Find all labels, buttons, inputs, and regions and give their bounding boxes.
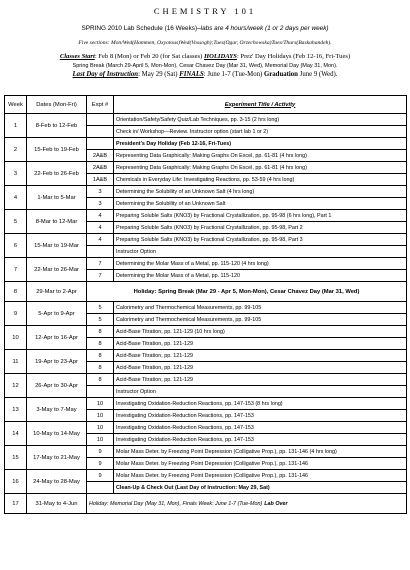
activity-cell: Acid-Base Titration, pp. 121-129 <box>114 338 407 350</box>
table-row <box>5 162 407 174</box>
week-cell: 8 <box>5 282 27 302</box>
table-row <box>5 326 407 338</box>
expt-cell: 8 <box>87 338 114 350</box>
table-row <box>5 470 407 482</box>
activity-cell: Determining the Molar Mass of a Metal, pp. 115-120 (4 hrs long) <box>114 258 407 270</box>
expt-cell: 8 <box>87 374 114 386</box>
table-row <box>5 494 407 514</box>
activity-cell: Acid-Base Titration, pp. 121-129 <box>114 362 407 374</box>
week-cell: 4 <box>5 186 27 210</box>
holidays-label: HOLIDAYS <box>203 53 237 60</box>
dates-cell: 8-Feb to 12-Feb <box>27 114 87 138</box>
expt-cell <box>87 482 114 494</box>
expt-cell: 9 <box>87 470 114 482</box>
graduation-label: Graduation <box>263 71 298 78</box>
document-title: CHEMISTRY 101 <box>153 6 257 16</box>
finals-label: FINALS <box>179 71 204 78</box>
holiday-details-line: Spring Break (March 29-April 5, Mon-Mon), Cesar Chavez Day (Mar 31, Wed), Memorial Day (May 31, Mon). <box>72 63 338 69</box>
table-row <box>5 446 407 458</box>
week-cell: 17 <box>5 494 27 514</box>
last-day-text: : May 29 (Sat) <box>138 71 178 78</box>
table-row <box>5 138 407 150</box>
activity-cell: Preparing Soluble Salts (KNO3) by Fractional Crystallization, pp. 95-98 (6 hrs long), Part 1 <box>114 210 407 222</box>
week-cell: 15 <box>5 446 27 470</box>
activity-cell: Determining the Molar Mass of a Metal, pp. 115-120 <box>114 270 407 282</box>
expt-cell: 5 <box>87 314 114 326</box>
holiday-cell: Holiday: Spring Break (Mar 29 - Apr 5, Mon-Mon), Cesar Chavez Day (Mar 31, Wed) <box>87 282 407 302</box>
expt-cell: 8 <box>87 350 114 362</box>
dates-cell: 5-Apr to 9-Apr <box>27 302 87 326</box>
week-cell: 3 <box>5 162 27 186</box>
expt-cell <box>87 126 114 138</box>
activity-cell: Molar Mass Deter. by Freezing Point Depression (Colligative Prop.), pp. 131-146 <box>114 470 407 482</box>
table-header-row <box>5 96 407 114</box>
holidays-text: : Prez' Day Holidays (Feb 12-16, Fri-Tues) <box>236 53 351 60</box>
classes-start-text: : Feb 8 (Mon) or Feb 20 (for Sat classes) <box>94 53 203 60</box>
activity-cell: Chemicals in Everyday Life: Investigating Reactions, pp. 53-59 (4 hrs long) <box>114 174 407 186</box>
dates-cell: 24-May to 28-May <box>27 470 87 494</box>
expt-cell: 7 <box>87 258 114 270</box>
expt-cell: 9 <box>87 446 114 458</box>
expt-cell <box>87 138 114 150</box>
dates-cell: 22-Feb to 26-Feb <box>27 162 87 186</box>
finals-text: : June 1-7 (Tue-Mon) <box>203 71 263 78</box>
schedule-heading-main: SPRING 2010 Lab Schedule (16 Weeks) <box>81 25 198 32</box>
dates-cell: 12-Apr to 16-Apr <box>27 326 87 350</box>
activity-cell: Determining the Solubility of an Unknown Salt <box>114 198 407 210</box>
week-cell: 11 <box>5 350 27 374</box>
activity-cell: Molar Mass Deter. by Freezing Point Depression (Colligative Prop.), pp. 131-146 <box>114 458 407 470</box>
dates-cell: 15-Feb to 19-Feb <box>27 138 87 162</box>
expt-cell: 4 <box>87 234 114 246</box>
table-row <box>5 258 407 270</box>
activity-cell: Instructor Option <box>114 386 407 398</box>
expt-cell: 1A&B <box>87 174 114 186</box>
holiday-cell <box>87 494 407 514</box>
table-row <box>5 114 407 126</box>
week-cell: 1 <box>5 114 27 138</box>
activity-cell: Orientation/Safety/Safety Quiz/Lab Techniques, pp. 3-15 (2 hrs long) <box>114 114 407 126</box>
dates-cell: 1-Mar to 5-Mar <box>27 186 87 210</box>
column-header-activity: Experiment Title / Activity <box>114 96 407 114</box>
dates-cell: 10-May to 14-May <box>27 422 87 446</box>
expt-cell: 10 <box>87 410 114 422</box>
table-row <box>5 374 407 386</box>
dates-cell: 17-May to 21-May <box>27 446 87 470</box>
expt-cell: 4 <box>87 222 114 234</box>
expt-cell <box>87 246 114 258</box>
column-header-expt: Expt # <box>87 96 114 114</box>
sections-line: Five sections: Mon/Wed(Hammen, Oxyotous)Wed(Vossogh);Tues(Ogar, Orzechowska)Tues/Thurs(Baskahandeh). <box>78 40 332 46</box>
classes-start-label: Classes Start <box>59 53 95 60</box>
activity-cell: Determining the Solubility of an Unknown Salt (4 hrs long) <box>114 186 407 198</box>
activity-cell: Acid-Base Titration, pp. 121-129 (10 hrs long) <box>114 326 407 338</box>
activity-cell: Check in/ Workshop—Review. Instructor option (start lab 1 or 2) <box>114 126 407 138</box>
column-header-dates: Dates (Mon-Fri) <box>27 96 87 114</box>
dates-cell: 31-May to 4-Jun <box>27 494 87 514</box>
expt-cell: 7 <box>87 270 114 282</box>
table-row <box>5 302 407 314</box>
dates-cell: 15-Mar to 19-Mar <box>27 234 87 258</box>
activity-cell: Instructor Option <box>114 246 407 258</box>
week-cell: 12 <box>5 374 27 398</box>
expt-cell: 9 <box>87 458 114 470</box>
graduation-text: June 9 (Wed). <box>299 71 338 78</box>
week-cell: 10 <box>5 326 27 350</box>
expt-cell: 10 <box>87 434 114 446</box>
expt-cell: 2A&B <box>87 150 114 162</box>
schedule-table-body <box>5 114 407 514</box>
table-row <box>5 422 407 434</box>
week-cell: 16 <box>5 470 27 494</box>
activity-cell: President's Day Holiday (Feb 12-16, Fri-Tues) <box>114 138 407 150</box>
week-cell: 2 <box>5 138 27 162</box>
activity-cell: Representing Data Graphically: Making Graphs On Excel, pp. 61-81 (4 hrs long) <box>114 150 407 162</box>
expt-cell: 5 <box>87 302 114 314</box>
dates-cell: 29-Mar to 2-Apr <box>27 282 87 302</box>
table-row <box>5 234 407 246</box>
expt-cell: 3 <box>87 198 114 210</box>
activity-cell: Calorimetry and Thermochemical Measurements, pp. 99-105 <box>114 314 407 326</box>
schedule-heading-tail: –labs are 4 hours/week (1 or 2 days per week) <box>197 25 329 32</box>
activity-cell: Acid-Base Titration, pp. 121-129 <box>114 350 407 362</box>
dates-cell: 19-Apr to 23-Apr <box>27 350 87 374</box>
table-row <box>5 186 407 198</box>
dates-cell: 8-Mar to 12-Mar <box>27 210 87 234</box>
activity-cell: Molar Mass Deter. by Freezing Point Depression (Colligative Prop.), pp. 131-146 (4 hrs long) <box>114 446 407 458</box>
activity-cell: Investigating Oxidation-Reduction Reactions, pp. 147-153 <box>114 434 407 446</box>
dates-cell: 26-Apr to 30-Apr <box>27 374 87 398</box>
activity-cell: Investigating Oxidation-Reduction Reactions, pp. 147-153 <box>114 410 407 422</box>
activity-cell: Preparing Soluble Salts (KNO3) by Fractional Crystallization, pp. 95-98, Part 3 <box>114 234 407 246</box>
week-cell: 9 <box>5 302 27 326</box>
expt-cell <box>87 114 114 126</box>
table-row <box>5 210 407 222</box>
dates-cell: 22-Mar to 26-Mar <box>27 258 87 282</box>
table-row <box>5 282 407 302</box>
week-cell: 14 <box>5 422 27 446</box>
column-header-week: Week <box>5 96 27 114</box>
activity-cell: Preparing Soluble Salts (KNO3) by Fractional Crystallization, pp. 95-98, Part 2 <box>114 222 407 234</box>
week-cell: 6 <box>5 234 27 258</box>
week-cell: 7 <box>5 258 27 282</box>
expt-cell: 4 <box>87 210 114 222</box>
schedule-table <box>4 95 407 514</box>
lab-over-text: Lab Over <box>264 500 288 507</box>
activity-cell: Representing Data Graphically: Making Graphs On Excel, pp. 61-81 (4 hrs long) <box>114 162 407 174</box>
expt-cell: 8 <box>87 326 114 338</box>
classes-start-line <box>0 53 410 61</box>
expt-cell: 10 <box>87 398 114 410</box>
activity-cell: Acid-Base Titration, pp. 121-129 <box>114 374 407 386</box>
dates-cell: 3-May to 7-May <box>27 398 87 422</box>
week-cell: 5 <box>5 210 27 234</box>
week-cell: 13 <box>5 398 27 422</box>
expt-cell: 10 <box>87 422 114 434</box>
expt-cell: 8 <box>87 362 114 374</box>
table-row <box>5 350 407 362</box>
activity-cell: Investigating Oxidation-Reduction Reactions, pp. 147-153 (8 hrs long) <box>114 398 407 410</box>
activity-cell: Investigating Oxidation-Reduction Reactions, pp. 147-153 <box>114 422 407 434</box>
expt-cell: 3 <box>87 186 114 198</box>
expt-cell <box>87 386 114 398</box>
holiday-text: Holiday: Memorial Day (May 31, Mon), Finals Week: June 1-7 (Tue-Mon) <box>89 500 263 507</box>
expt-cell: 2A&B <box>87 162 114 174</box>
table-row <box>5 398 407 410</box>
last-day-label: Last Day of Instruction <box>72 71 139 78</box>
activity-cell: Clean-Up & Check Out (Last Day of Instruction: May 29, Sat) <box>114 482 407 494</box>
activity-cell: Calorimetry and Thermochemical Measurements, pp. 99-105 <box>114 302 407 314</box>
schedule-heading <box>0 25 410 33</box>
last-day-line <box>0 71 410 79</box>
